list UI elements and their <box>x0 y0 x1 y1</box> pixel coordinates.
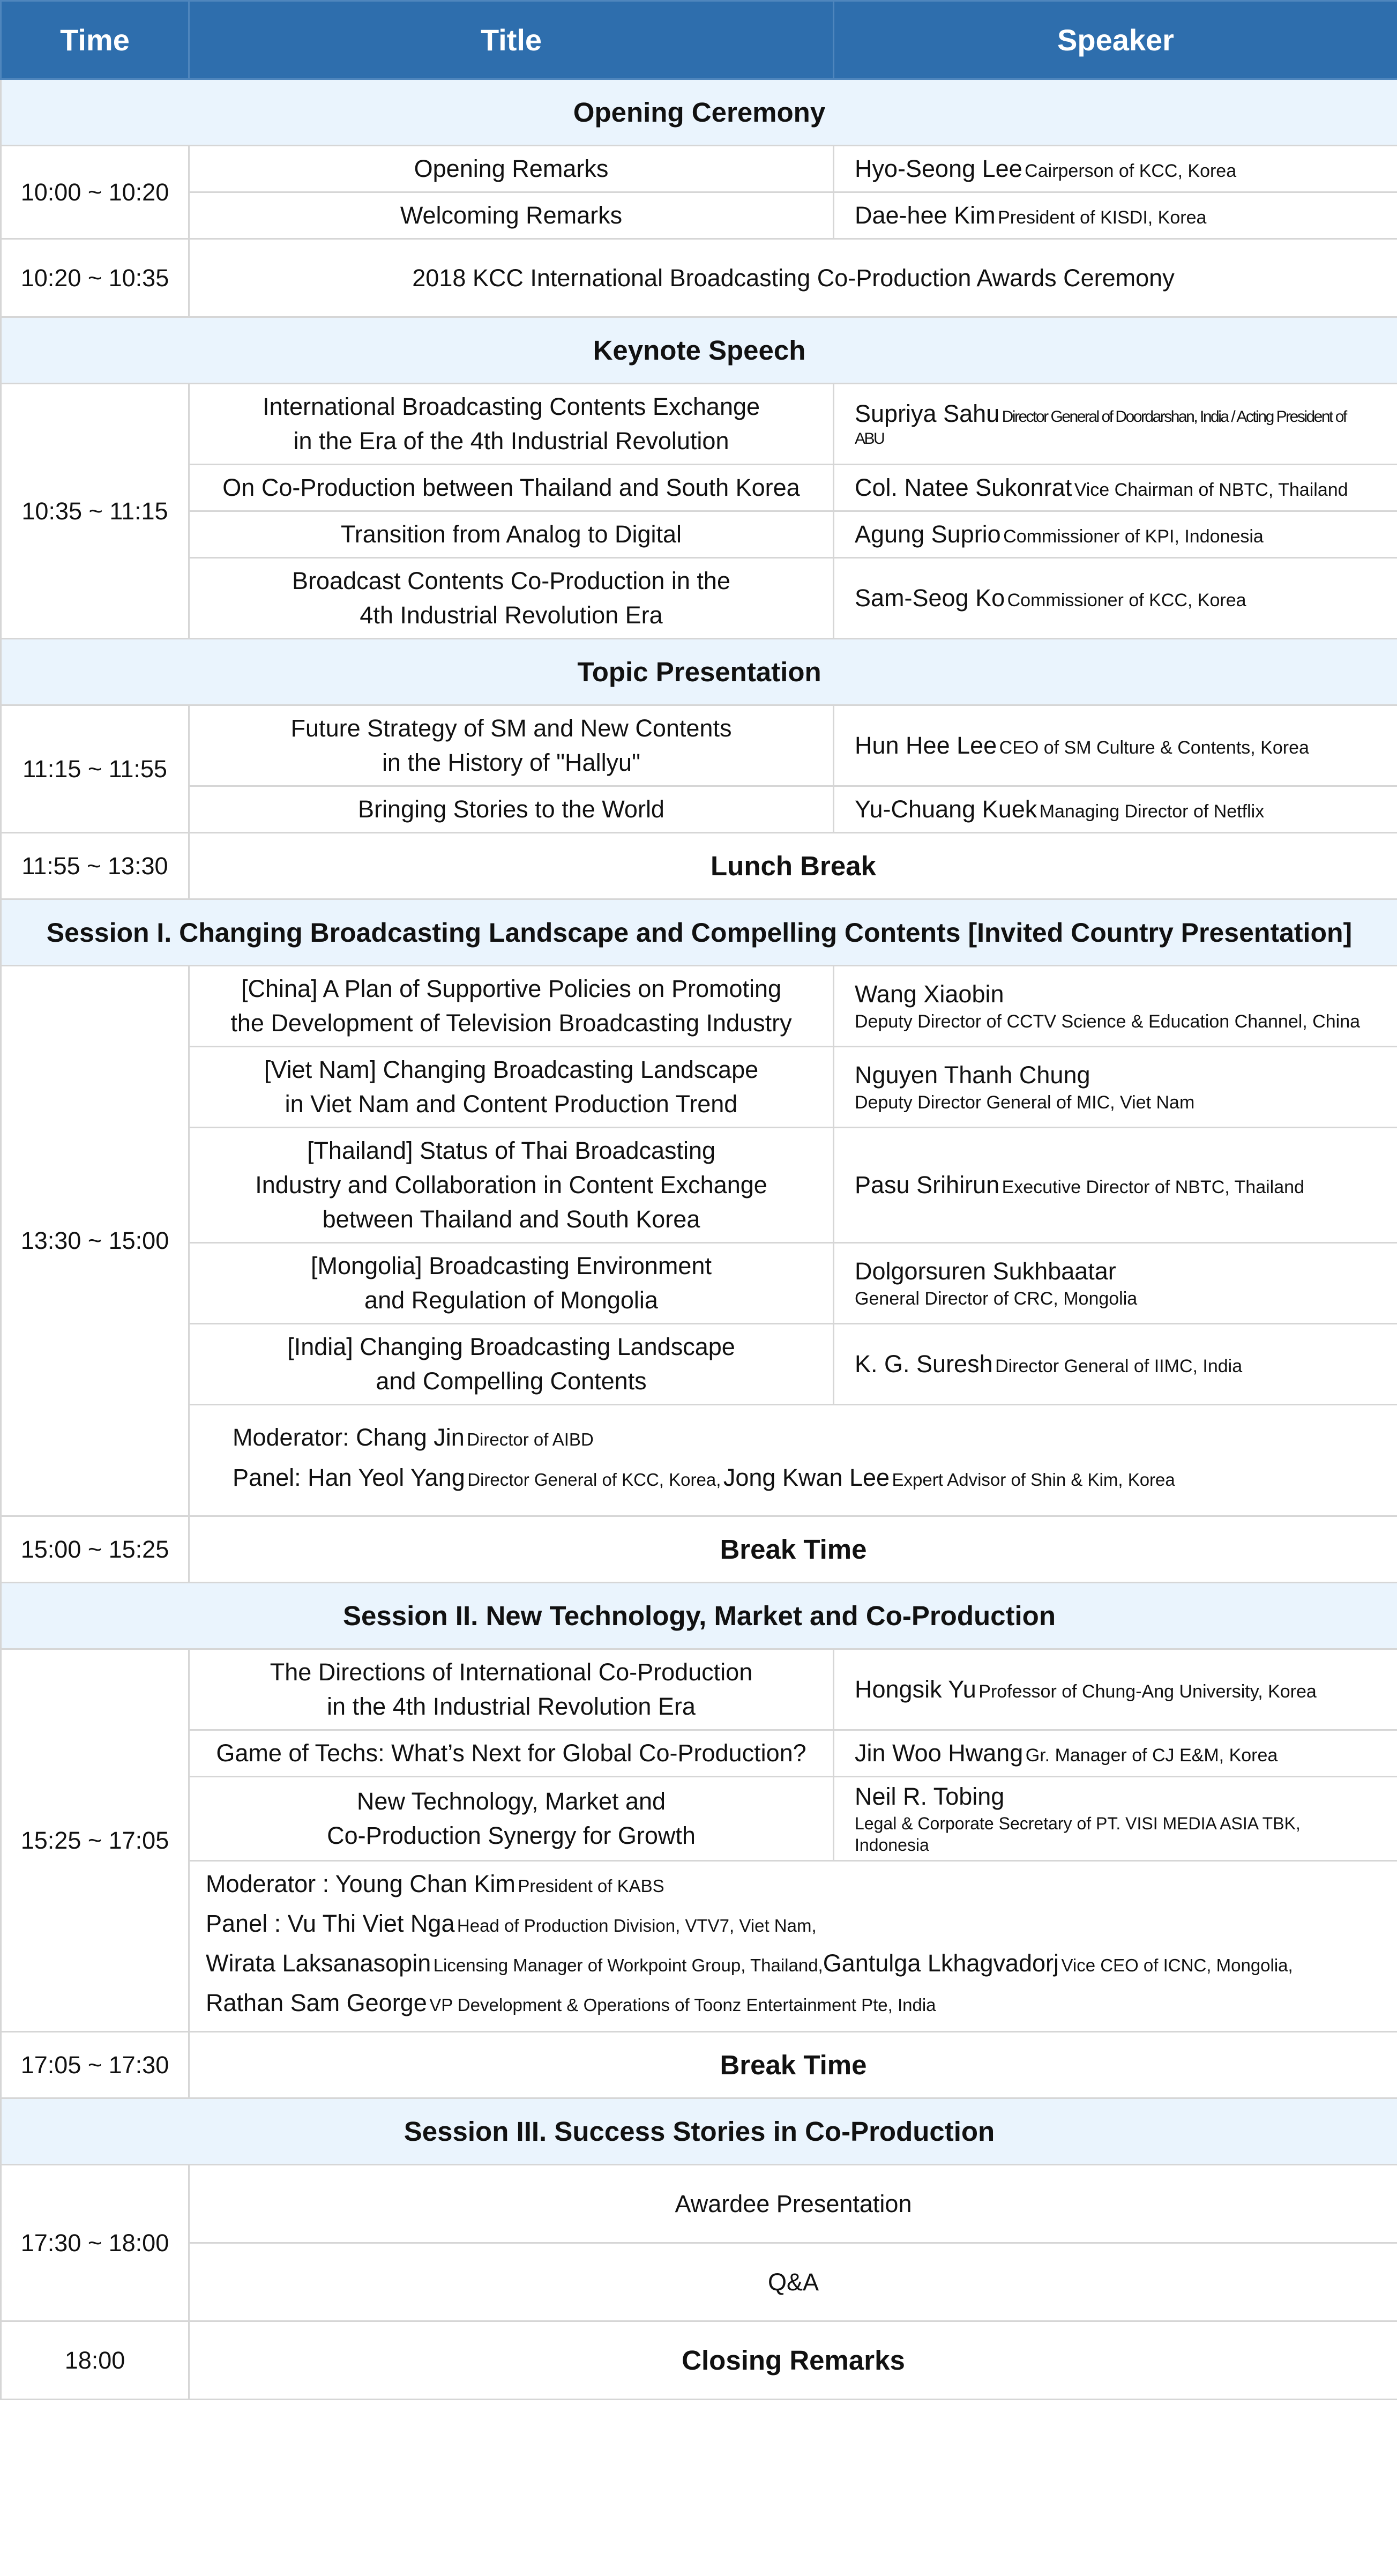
section-session-1: Session I. Changing Broadcasting Landscape and Compelling Contents [Invited Country Presentation] <box>1 899 1397 966</box>
speaker-name: Jin Woo Hwang <box>855 1739 1024 1767</box>
speaker-cell <box>834 1324 1397 1405</box>
table-row <box>1 558 1397 639</box>
time-cell: 17:30 ~ 18:00 <box>1 2165 189 2321</box>
speaker-affiliation: Executive Director of NBTC, Thailand <box>1002 1177 1304 1197</box>
header-title: Title <box>189 1 834 79</box>
break-time-cell: Break Time <box>189 1516 1397 1583</box>
section-row <box>1 899 1397 966</box>
speaker-affiliation: Legal & Corporate Secretary of PT. VISI MEDIA ASIA TBK, Indonesia <box>855 1814 1301 1855</box>
speaker-cell <box>834 192 1397 239</box>
table-row <box>1 1243 1397 1324</box>
speaker-cell <box>834 1730 1397 1777</box>
speaker-name: Yu-Chuang Kuek <box>855 795 1037 823</box>
time-cell: 15:00 ~ 15:25 <box>1 1516 189 1583</box>
section-row <box>1 2098 1397 2165</box>
section-opening-ceremony: Opening Ceremony <box>1 79 1397 146</box>
panelist-name: Han Yeol Yang <box>308 1463 465 1491</box>
title-line: The Directions of International Co-Production <box>270 1658 753 1686</box>
table-row <box>1 239 1397 317</box>
moderator-panel-cell <box>189 1861 1397 2032</box>
title-cell <box>189 1324 834 1405</box>
panel-label: Panel : <box>206 1910 288 1938</box>
panel-line <box>206 1907 1381 1946</box>
title-line: Co-Production Synergy for Growth <box>327 1822 696 1850</box>
title-line: Industry and Collaboration in Content Exchange <box>255 1171 767 1198</box>
header-speaker: Speaker <box>834 1 1397 79</box>
speaker-cell <box>834 786 1397 833</box>
panel-line <box>206 1946 1381 1986</box>
table-row <box>1 1324 1397 1405</box>
table-row <box>1 705 1397 786</box>
panelist-affiliation: Vice CEO of ICNC, Mongolia, <box>1061 1955 1293 1976</box>
title-line: [China] A Plan of Supportive Policies on Promoting <box>241 975 782 1002</box>
speaker-cell <box>834 558 1397 639</box>
speaker-affiliation: General Director of CRC, Mongolia <box>855 1288 1138 1309</box>
table-row <box>1 1405 1397 1516</box>
speaker-cell <box>834 966 1397 1047</box>
title-line: New Technology, Market and <box>356 1788 666 1815</box>
panelist-affiliation: Head of Production Division, VTV7, Viet Nam, <box>457 1916 817 1936</box>
time-cell: 13:30 ~ 15:00 <box>1 966 189 1516</box>
title-line: 4th Industrial Revolution Era <box>360 601 663 629</box>
title-line: and Compelling Contents <box>376 1367 647 1395</box>
title-cell <box>189 1777 834 1861</box>
title-cell <box>189 1649 834 1730</box>
title-line: [Thailand] Status of Thai Broadcasting <box>307 1137 716 1164</box>
title-cell: On Co-Production between Thailand and South Korea <box>189 465 834 511</box>
title-line: the Development of Television Broadcasting Industry <box>230 1009 792 1037</box>
speaker-cell <box>834 1047 1397 1128</box>
panelist-name: Rathan Sam George <box>206 1989 427 2017</box>
header-time: Time <box>1 1 189 79</box>
speaker-affiliation: President of KISDI, Korea <box>998 207 1207 228</box>
speaker-name: Hyo-Seong Lee <box>855 154 1022 182</box>
speaker-name: Hongsik Yu <box>855 1675 976 1703</box>
table-row <box>1 192 1397 239</box>
title-line: and Regulation of Mongolia <box>364 1286 658 1314</box>
title-line: in the History of "Hallyu" <box>382 749 641 776</box>
speaker-cell <box>834 384 1397 465</box>
table-row <box>1 2243 1397 2321</box>
title-line: between Thailand and South Korea <box>322 1205 700 1233</box>
panelist-name: Gantulga Lkhagvadorj <box>823 1949 1059 1977</box>
table-row <box>1 384 1397 465</box>
awards-ceremony-cell: 2018 KCC International Broadcasting Co-Production Awards Ceremony <box>189 239 1397 317</box>
title-cell: Awardee Presentation <box>189 2165 1397 2243</box>
moderator-label: Moderator: <box>233 1423 356 1451</box>
time-cell: 17:05 ~ 17:30 <box>1 2032 189 2098</box>
speaker-cell <box>834 705 1397 786</box>
speaker-affiliation: Deputy Director General of MIC, Viet Nam <box>855 1092 1195 1113</box>
section-row <box>1 1583 1397 1649</box>
table-row <box>1 1128 1397 1243</box>
title-cell: Bringing Stories to the World <box>189 786 834 833</box>
moderator-affiliation: Director of AIBD <box>467 1429 594 1449</box>
title-line: Future Strategy of SM and New Contents <box>290 714 732 742</box>
table-row <box>1 1730 1397 1777</box>
panelist-name: Vu Thi Viet Nga <box>287 1910 455 1938</box>
time-cell: 11:55 ~ 13:30 <box>1 833 189 899</box>
speaker-name: K. G. Suresh <box>855 1350 993 1378</box>
speaker-name: Nguyen Thanh Chung <box>855 1061 1090 1089</box>
closing-remarks-cell: Closing Remarks <box>189 2321 1397 2400</box>
speaker-name: Neil R. Tobing <box>855 1783 1005 1810</box>
title-cell: Transition from Analog to Digital <box>189 511 834 558</box>
title-cell <box>189 705 834 786</box>
speaker-name: Wang Xiaobin <box>855 980 1004 1008</box>
lunch-break-cell: Lunch Break <box>189 833 1397 899</box>
time-cell: 10:20 ~ 10:35 <box>1 239 189 317</box>
panel-line <box>206 1986 1381 2026</box>
table-header <box>1 1 1397 79</box>
title-cell <box>189 384 834 465</box>
panel-line <box>233 1461 1354 1501</box>
title-line: International Broadcasting Contents Exchange <box>262 393 760 420</box>
title-cell: Welcoming Remarks <box>189 192 834 239</box>
speaker-cell <box>834 465 1397 511</box>
speaker-name: Supriya Sahu <box>855 400 1000 428</box>
title-line: in the Era of the 4th Industrial Revolution <box>293 427 729 455</box>
panelist-affiliation: Director General of KCC, Korea, <box>467 1469 721 1490</box>
time-cell: 15:25 ~ 17:05 <box>1 1649 189 2032</box>
speaker-affiliation: Deputy Director of CCTV Science & Education Channel, China <box>855 1011 1361 1032</box>
speaker-name: Hun Hee Lee <box>855 731 997 759</box>
table-row <box>1 465 1397 511</box>
section-topic-presentation: Topic Presentation <box>1 639 1397 705</box>
speaker-affiliation: Commissioner of KPI, Indonesia <box>1003 526 1264 547</box>
speaker-affiliation: Director General of Doordarshan, India / Acting President of ABU <box>855 408 1346 448</box>
table-row <box>1 1649 1397 1730</box>
speaker-affiliation: Vice Chairman of NBTC, Thailand <box>1074 479 1348 500</box>
speaker-affiliation: CEO of SM Culture & Contents, Korea <box>999 737 1309 758</box>
section-row <box>1 639 1397 705</box>
table-row <box>1 1047 1397 1128</box>
speaker-name: Dolgorsuren Sukhbaatar <box>855 1257 1116 1285</box>
speaker-cell <box>834 1128 1397 1243</box>
panel-label: Panel: <box>233 1463 308 1491</box>
moderator-panel-cell <box>189 1405 1397 1516</box>
title-line: Broadcast Contents Co-Production in the <box>292 567 730 594</box>
title-line: in the 4th Industrial Revolution Era <box>327 1693 696 1720</box>
title-line: [Mongolia] Broadcasting Environment <box>311 1252 712 1279</box>
speaker-name: Agung Suprio <box>855 520 1001 548</box>
title-line: in Viet Nam and Content Production Trend <box>285 1090 738 1118</box>
table-row <box>1 1861 1397 2032</box>
panelist-name: Jong Kwan Lee <box>723 1463 890 1491</box>
title-cell <box>189 558 834 639</box>
title-cell <box>189 1243 834 1324</box>
section-session-3: Session III. Success Stories in Co-Production <box>1 2098 1397 2165</box>
panelist-affiliation: Expert Advisor of Shin & Kim, Korea <box>892 1469 1175 1490</box>
section-keynote-speech: Keynote Speech <box>1 317 1397 384</box>
moderator-label: Moderator : <box>206 1870 335 1898</box>
speaker-cell <box>834 1649 1397 1730</box>
title-cell: Q&A <box>189 2243 1397 2321</box>
speaker-name: Sam-Seog Ko <box>855 584 1005 612</box>
panelist-affiliation: Licensing Manager of Workpoint Group, Thailand, <box>433 1955 823 1976</box>
table-row <box>1 786 1397 833</box>
break-time-cell: Break Time <box>189 2032 1397 2098</box>
table-row <box>1 1777 1397 1861</box>
time-cell: 11:15 ~ 11:55 <box>1 705 189 833</box>
title-line: [India] Changing Broadcasting Landscape <box>287 1333 735 1360</box>
time-cell: 18:00 <box>1 2321 189 2400</box>
moderator-line <box>206 1867 1381 1907</box>
table-row <box>1 1516 1397 1583</box>
table-row <box>1 2321 1397 2400</box>
speaker-affiliation: Commissioner of KCC, Korea <box>1007 590 1246 611</box>
speaker-cell <box>834 146 1397 192</box>
title-cell <box>189 1047 834 1128</box>
panelist-name: Wirata Laksanasopin <box>206 1949 431 1977</box>
title-cell: Game of Techs: What’s Next for Global Co-Production? <box>189 1730 834 1777</box>
table-row <box>1 511 1397 558</box>
section-row <box>1 317 1397 384</box>
table-row <box>1 146 1397 192</box>
moderator-name: Young Chan Kim <box>335 1870 516 1898</box>
title-line: [Viet Nam] Changing Broadcasting Landscape <box>264 1056 759 1083</box>
speaker-name: Pasu Srihirun <box>855 1171 1000 1198</box>
speaker-affiliation: Cairperson of KCC, Korea <box>1025 160 1237 181</box>
table-row <box>1 966 1397 1047</box>
speaker-cell <box>834 1243 1397 1324</box>
title-cell <box>189 1128 834 1243</box>
title-cell <box>189 966 834 1047</box>
speaker-cell <box>834 1777 1397 1861</box>
section-row <box>1 79 1397 146</box>
table-row <box>1 2165 1397 2243</box>
table-row <box>1 833 1397 899</box>
time-cell: 10:35 ~ 11:15 <box>1 384 189 639</box>
section-session-2: Session II. New Technology, Market and Co-Production <box>1 1583 1397 1649</box>
table-row <box>1 2032 1397 2098</box>
speaker-affiliation: Professor of Chung-Ang University, Korea <box>978 1681 1317 1702</box>
speaker-affiliation: Gr. Manager of CJ E&M, Korea <box>1025 1745 1278 1766</box>
moderator-affiliation: President of KABS <box>518 1876 664 1896</box>
moderator-name: Chang Jin <box>356 1423 465 1451</box>
title-cell: Opening Remarks <box>189 146 834 192</box>
time-cell: 10:00 ~ 10:20 <box>1 146 189 239</box>
speaker-cell <box>834 511 1397 558</box>
speaker-affiliation: Director General of IIMC, India <box>995 1356 1243 1376</box>
panelist-affiliation: VP Development & Operations of Toonz Entertainment Pte, India <box>429 1995 936 2015</box>
speaker-name: Dae-hee Kim <box>855 201 996 229</box>
moderator-line <box>233 1420 1354 1461</box>
speaker-name: Col. Natee Sukonrat <box>855 473 1072 501</box>
speaker-affiliation: Managing Director of Netflix <box>1039 801 1265 822</box>
